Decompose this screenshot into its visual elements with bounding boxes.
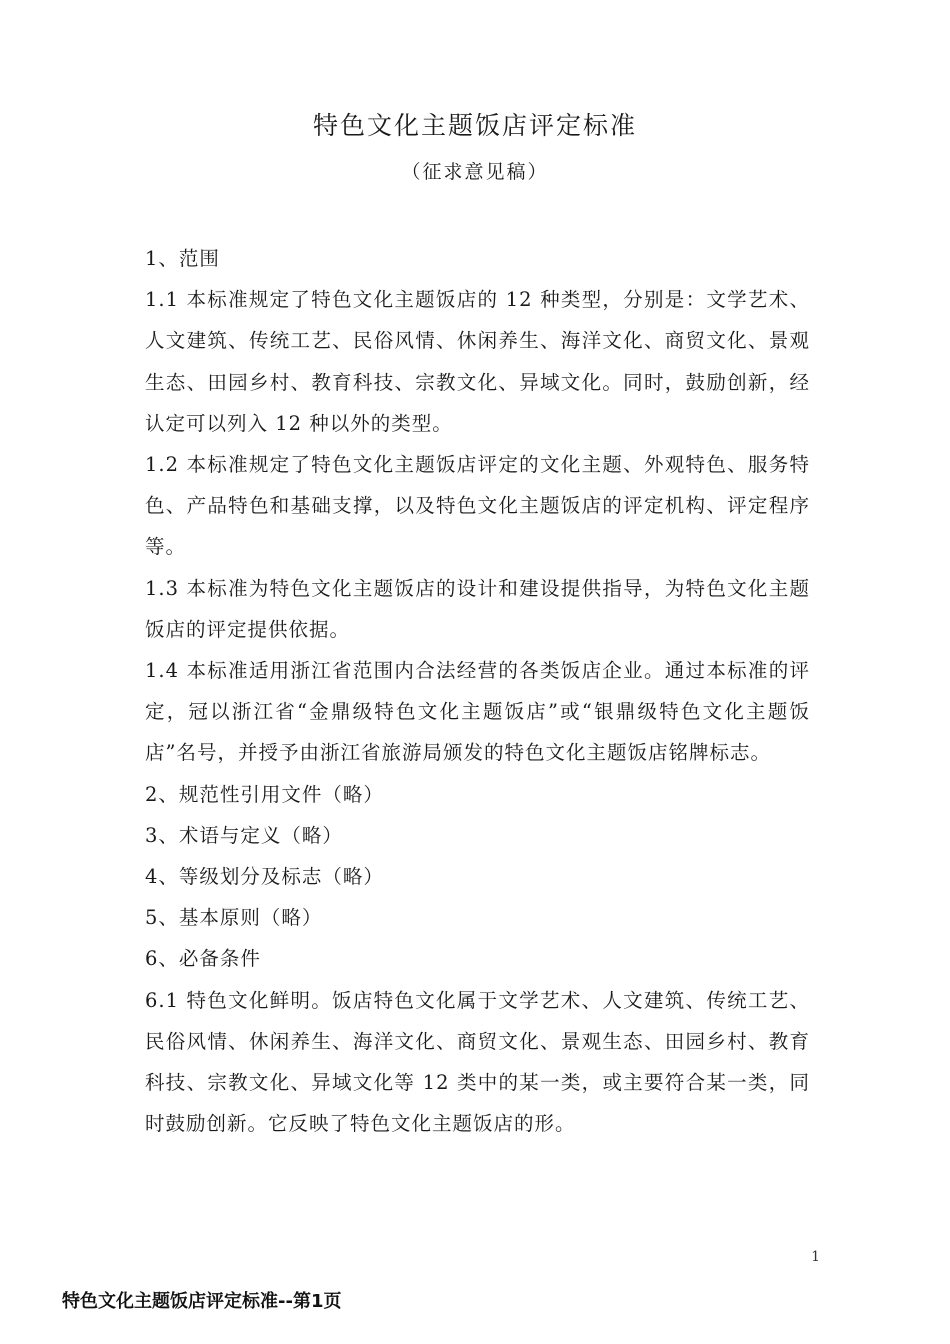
paragraph-6-1: 6.1 特色文化鲜明。饭店特色文化属于文学艺术、人文建筑、传统工艺、民俗风情、休闲养生、海洋文化、商贸文化、景观生态、田园乡村、教育科技、宗教文化、异域文化等 12 类中的某一类，或主要符合某一类，同时鼓励创新。它反映了特色文化主题饭店的形。 — [145, 988, 810, 1136]
section-heading-principles: 5、基本原则（略） — [145, 906, 323, 930]
section-heading-requirements: 6、必备条件 — [145, 947, 261, 971]
page-number: 1 — [811, 1249, 820, 1265]
document-subtitle: （征求意见稿） — [401, 161, 549, 183]
paragraph-1-1: 1.1 本标准规定了特色文化主题饭店的 12 种类型，分别是：文学艺术、人文建筑、传统工艺、民俗风情、休闲养生、海洋文化、商贸文化、景观生态、田园乡村、教育科技、宗教文化、异域文化。同时，鼓励创新，经认定可以列入 12 种以外的类型。 — [145, 288, 810, 435]
footer-label: 特色文化主题饭店评定标准--第1页 — [62, 1291, 342, 1312]
section-heading-grades: 4、等级划分及标志（略） — [145, 865, 384, 889]
document-body — [145, 238, 810, 1144]
section-heading-terms: 3、术语与定义（略） — [145, 823, 343, 847]
section-heading-scope: 1、范围 — [145, 247, 220, 270]
document-title: 特色文化主题饭店评定标准 — [312, 111, 637, 140]
section-heading-references: 2、规范性引用文件（略） — [145, 782, 384, 806]
paragraph-1-3: 1.3 本标准为特色文化主题饭店的设计和建设提供指导，为特色文化主题饭店的评定提供依据。 — [145, 576, 810, 641]
paragraph-1-2: 1.2 本标准规定了特色文化主题饭店评定的文化主题、外观特色、服务特色、产品特色和基础支撑，以及特色文化主题饭店的评定机构、评定程序等。 — [145, 453, 810, 559]
paragraph-1-4: 1.4 本标准适用浙江省范围内合法经营的各类饭店企业。通过本标准的评定，冠以浙江省“金鼎级特色文化主题饭店”或“银鼎级特色文化主题饭店”名号，并授予由浙江省旅游局颁发的特色文化主题饭店铭牌标志。 — [145, 659, 810, 765]
